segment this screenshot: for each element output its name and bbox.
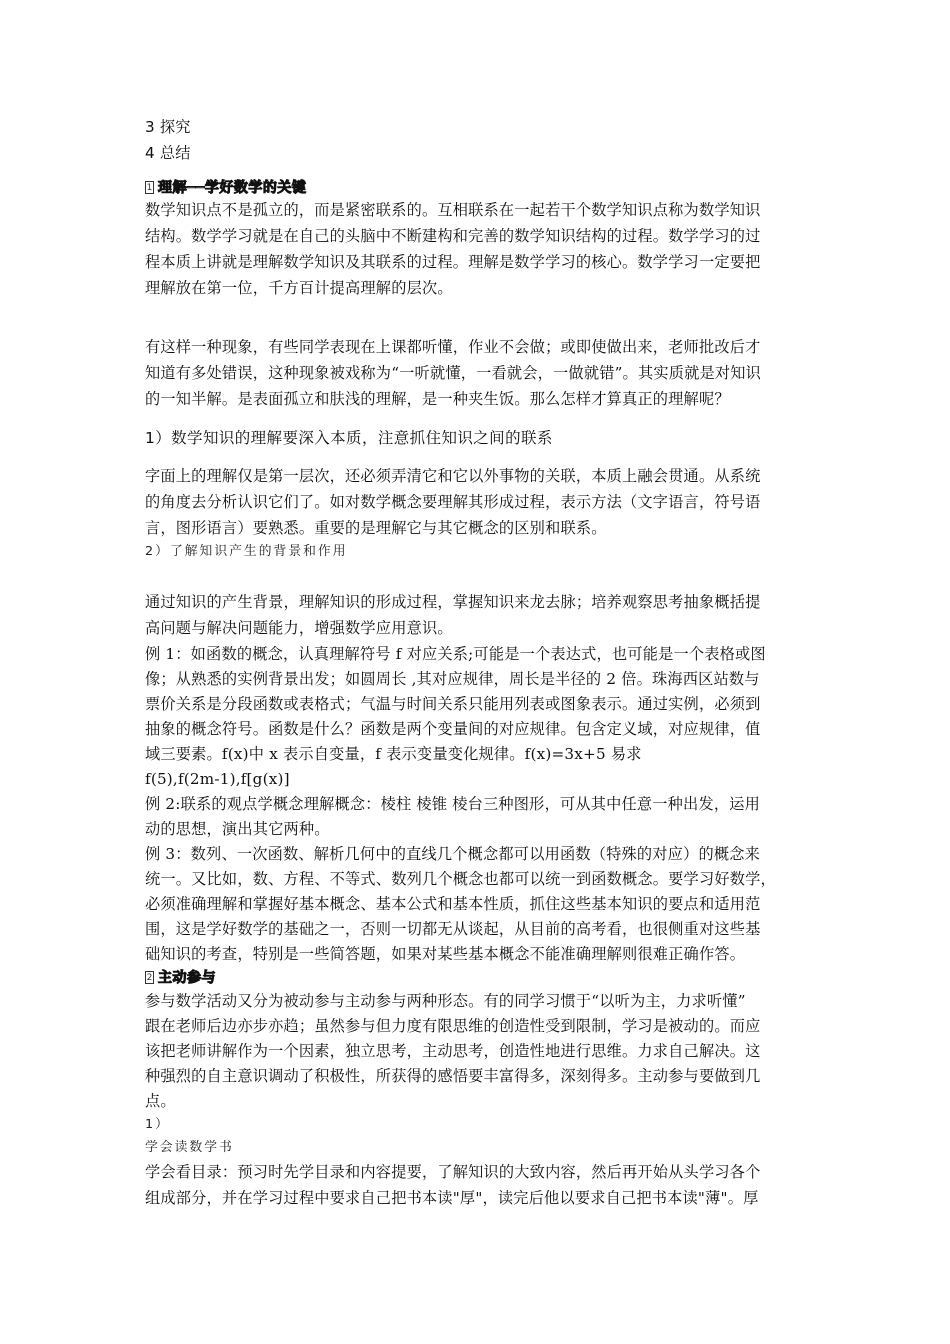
example-3-line: 例 3：数列、一次函数、解析几何中的直线几个概念都可以用函数（特殊的对应）的概念来: [145, 845, 761, 863]
section-2-heading: [145, 967, 216, 987]
example-3-line: 统一。又比如，数、方程、不等式、数列几个概念也都可以统一到函数概念。要学习好数学，: [145, 870, 776, 888]
paragraph-line: 该把老师讲解作为一个因素，独立思考，主动思考，创造性地进行思维。力求自己解决。这: [145, 1042, 761, 1060]
paragraph-line: 结构。数学学习就是在自己的头脑中不断建构和完善的数学知识结构的过程。数学学习的过: [145, 227, 761, 245]
outline-item-4: 4 总结: [145, 144, 191, 162]
paragraph-line: 言，图形语言）要熟悉。重要的是理解它与其它概念的区别和联系。: [145, 519, 607, 537]
example-1-line: 像；从熟悉的实例背景出发；如圆周长 ,其对应规律，周长是半径的 2 倍。珠海西区站数与: [145, 670, 760, 688]
paragraph-line: 程本质上讲就是理解数学知识及其联系的过程。理解是数学学习的核心。数学学习一定要把: [145, 253, 761, 271]
example-1-line: 票价关系是分段函数或表格式；气温与时间关系只能用列表或图象表示。通过实例，必须到: [145, 695, 761, 713]
subsection-2-heading: 2）了解知识产生的背景和作用: [145, 544, 348, 559]
paragraph-line: 有这样一种现象，有些同学表现在上课都听懂，作业不会做；或即使做出来，老师批改后才: [145, 338, 761, 356]
example-2-line: 动的思想，演出其它两种。: [145, 820, 330, 838]
section-2-marker-icon: 2: [146, 972, 153, 983]
example-1-formula: f(5),f(2m-1),f[g(x)]: [145, 770, 290, 788]
section-2-title: 主动参与: [158, 970, 216, 986]
example-3-line: 必须准确理解和掌握好基本概念、基本公式和基本性质，抓住这些基本知识的要点和适用范: [145, 895, 761, 913]
section-1-heading: [145, 177, 306, 197]
paragraph-line: 高问题与解决问题能力，增强数学应用意识。: [145, 619, 453, 637]
paragraph-line: 跟在老师后边亦步亦趋；虽然参与但力度有限思维的创造性受到限制，学习是被动的。而应: [145, 1017, 761, 1035]
paragraph-line: 数学知识点不是孤立的，而是紧密联系的。互相联系在一起若干个数学知识点称为数学知识: [145, 201, 761, 219]
paragraph-line: 组成部分，并在学习过程中要求自己把书本读"厚"，读完后他以要求自己把书本读"薄"。厚: [145, 1189, 759, 1207]
paragraph-line: 知道有多处错误，这种现象被戏称为“一听就懂，一看就会，一做就错”。其实质就是对知识: [145, 364, 762, 382]
item-1-number: 1）: [145, 1117, 170, 1132]
paragraph-line: 参与数学活动又分为被动参与主动参与两种形态。有的同学习惯于“以听为主，力求听懂”: [145, 992, 746, 1010]
example-3-line: 础知识的考查，特别是一些简答题，如果对某些基本概念不能准确理解则很难正确作答。: [145, 945, 746, 963]
example-1-line: 域三要素。f(x)中 x 表示自变量，f 表示变量变化规律。f(x)=3x+5 易求: [145, 745, 642, 763]
example-1-line: 抽象的概念符号。函数是什么？函数是两个变量间的对应规律。包含定义域，对应规律，值: [145, 720, 761, 738]
example-2-line: 例 2:联系的观点学概念理解概念：棱柱 棱锥 棱台三种图形，可从其中任意一种出发，运用: [145, 795, 760, 813]
paragraph-line: 种强烈的自主意识调动了积极性，所获得的感悟要丰富得多，深刻得多。主动参与要做到几: [145, 1067, 761, 1085]
section-1-title: 理解──学好数学的关键: [158, 180, 307, 196]
item-1-heading: 学会读数学书: [145, 1140, 234, 1155]
subsection-1-heading: 1）数学知识的理解要深入本质，注意抓住知识之间的联系: [145, 429, 553, 447]
paragraph-line: 的一知半解。是表面孤立和肤浅的理解，是一种夹生饭。那么怎样才算真正的理解呢？: [145, 390, 730, 408]
paragraph-line: 字面上的理解仅是第一层次，还必须弄清它和它以外事物的关联，本质上融会贯通。从系统: [145, 467, 761, 485]
section-1-marker-icon: 1: [146, 182, 153, 193]
outline-item-3: 3 探究: [145, 118, 191, 136]
example-1-line: 例 1：如函数的概念，认真理解符号 f 对应关系;可能是一个表达式，也可能是一个表格或图: [145, 645, 766, 663]
paragraph-line: 通过知识的产生背景，理解知识的形成过程，掌握知识来龙去脉；培养观察思考抽象概括提: [145, 593, 761, 611]
paragraph-line: 学会看目录：预习时先学目录和内容提要，了解知识的大致内容，然后再开始从头学习各个: [145, 1163, 761, 1181]
paragraph-line: 点。: [145, 1092, 176, 1110]
example-3-line: 围，这是学好数学的基础之一，否则一切都无从谈起，从目前的高考看，也很侧重对这些基: [145, 920, 761, 938]
paragraph-line: 理解放在第一位，千方百计提高理解的层次。: [145, 279, 453, 297]
paragraph-line: 的角度去分析认识它们了。如对数学概念要理解其形成过程，表示方法（文字语言，符号语: [145, 493, 761, 511]
